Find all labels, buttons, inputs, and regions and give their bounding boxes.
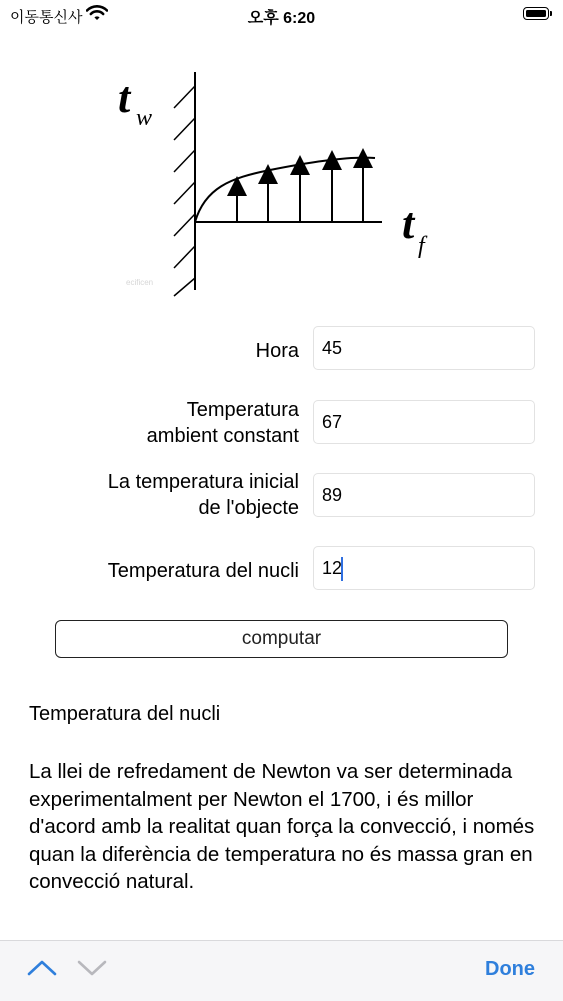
fluid-temperature-subscript: f — [418, 233, 425, 259]
keyboard-accessory-toolbar — [0, 940, 563, 1001]
wall-temperature-subscript: w — [136, 105, 153, 131]
heat-transfer-diagram — [110, 58, 450, 308]
ambient-temperature-label: Temperatura ambient constant — [146, 399, 299, 447]
battery-icon — [523, 7, 553, 22]
initial-temperature-input[interactable] — [313, 473, 535, 517]
carrier-name: 이동통신사 — [10, 9, 83, 26]
ambient-temperature-input[interactable] — [313, 400, 535, 444]
core-temperature-input[interactable] — [313, 546, 535, 590]
core-temperature-label: Temperatura del nucli — [107, 560, 299, 582]
heat-flux-arrows — [237, 158, 363, 222]
compute-button[interactable]: computar — [55, 620, 508, 658]
text-cursor — [341, 557, 343, 581]
status-time: 오후 6:20 — [247, 10, 316, 27]
description-text: La llei de refredament de Newton va ser determinada experimentalment per Newton el 1700, i és millor d'acord amb la realitat quan força la convecció, i només quan la diferència de temperatura no és massa gran en convecció natural. — [29, 760, 535, 893]
diagram-watermark: ecificen — [126, 278, 154, 287]
temperature-profile-curve — [195, 158, 375, 222]
hours-label: Hora — [255, 340, 299, 362]
done-button[interactable]: Done — [485, 958, 535, 980]
hours-input[interactable] — [313, 326, 535, 370]
wall-temperature-label: t — [118, 73, 131, 122]
fluid-temperature-label: t — [402, 199, 415, 248]
status-bar — [0, 0, 563, 32]
wall-icon — [174, 72, 195, 296]
chevron-down-icon[interactable] — [76, 957, 108, 982]
initial-temperature-label: La temperatura inicial de l'objecte — [107, 471, 299, 519]
result-title: Temperatura del nucli — [29, 703, 221, 725]
chevron-up-icon[interactable] — [26, 957, 58, 982]
